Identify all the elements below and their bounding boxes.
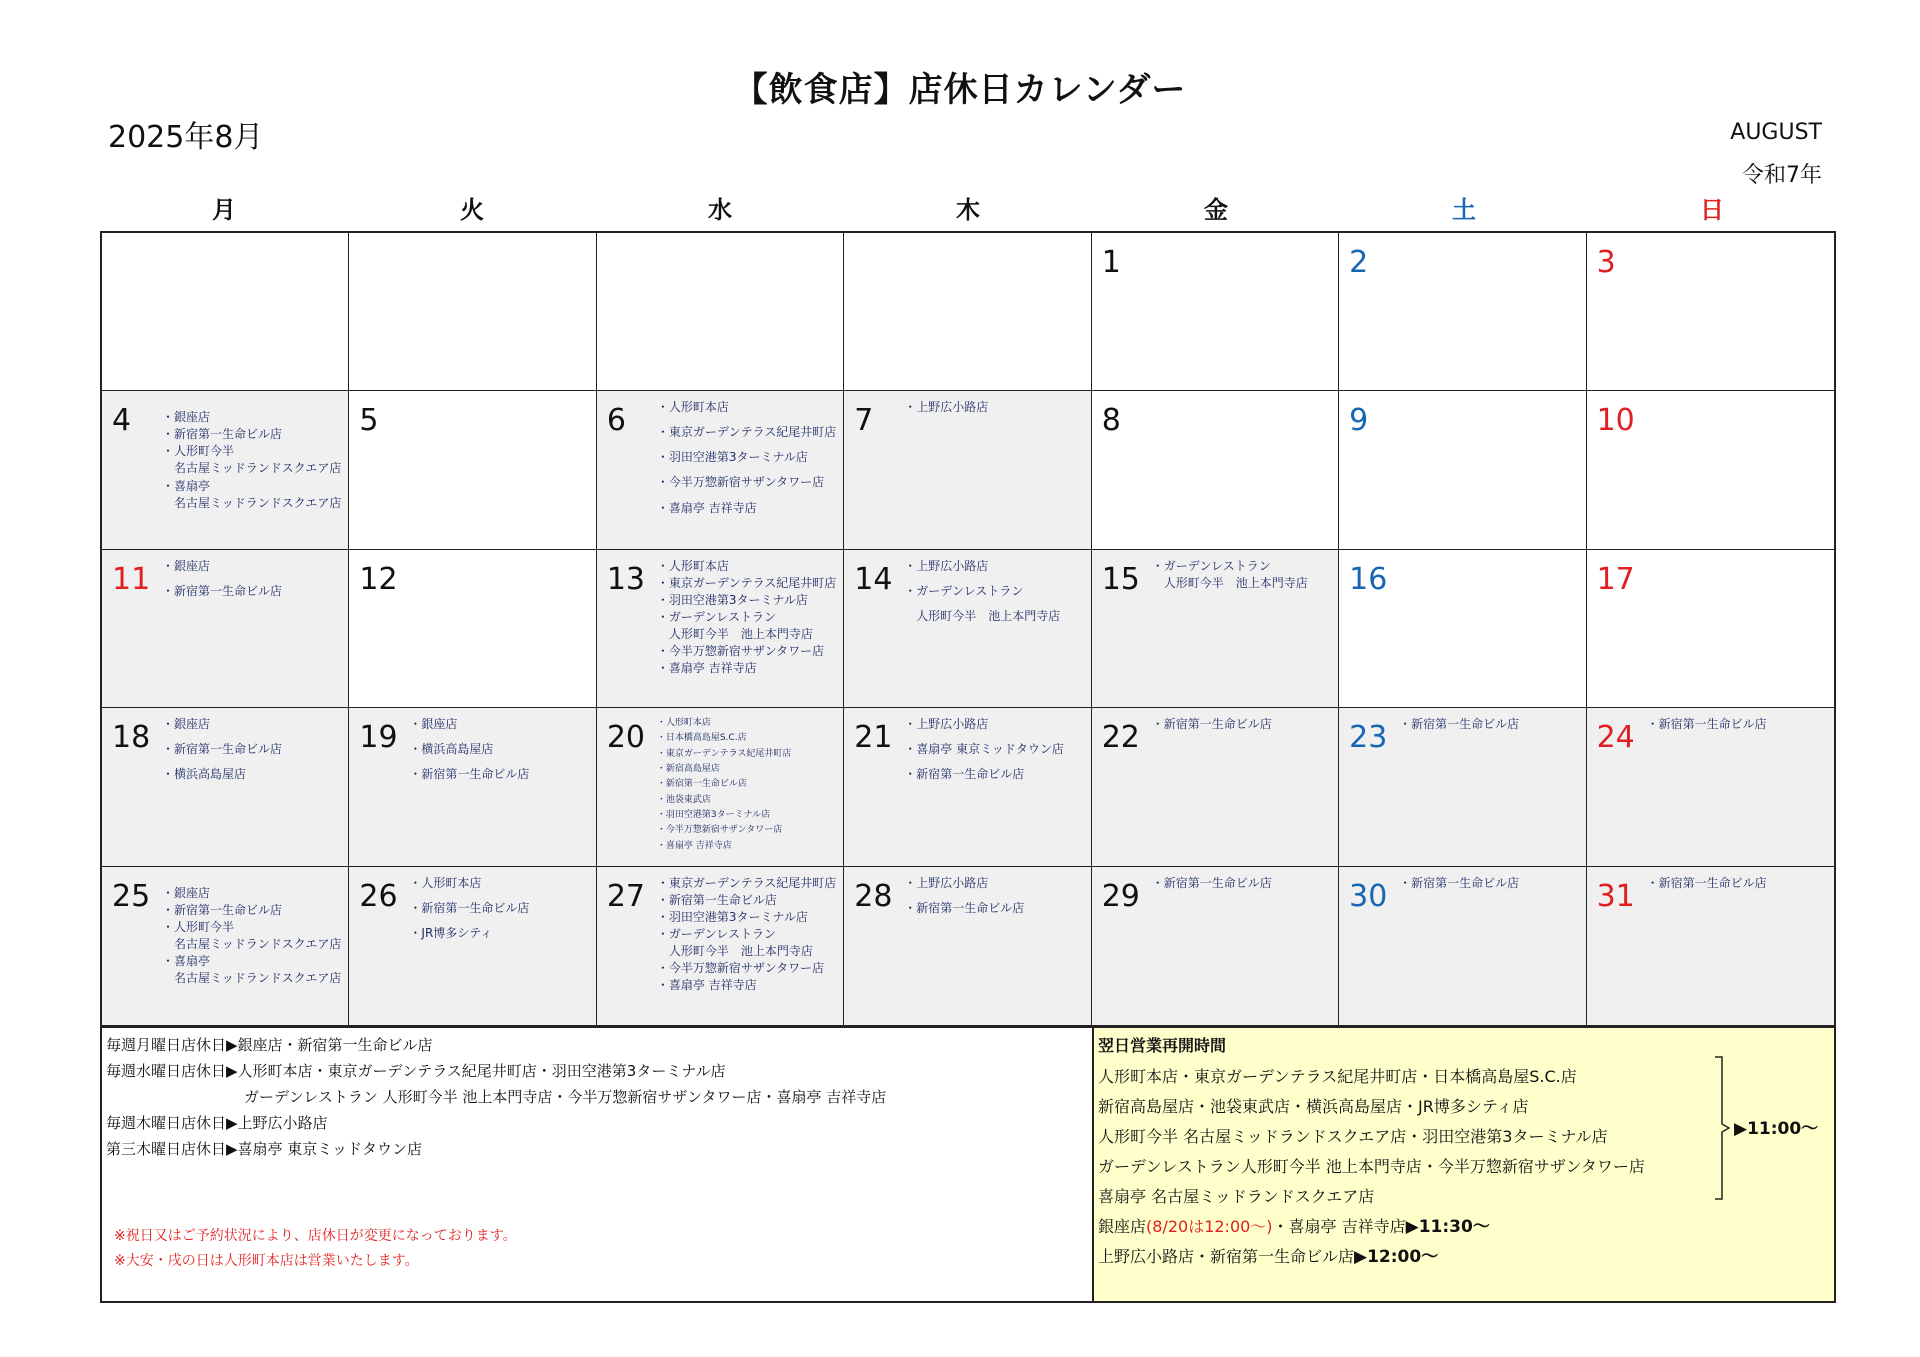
closure-line: 第三木曜日店休日▶喜扇亭 東京ミッドタウン店 — [106, 1140, 423, 1158]
reopen-store-line: 人形町本店・東京ガーデンテラス紀尾井町店・日本橋高島屋S.C.店 — [1098, 1067, 1577, 1086]
closed-store-entry: ・ガーデンレストラン — [656, 926, 776, 941]
day-cell — [102, 708, 349, 866]
closed-store-entry: ・上野広小路店 — [904, 717, 989, 732]
closed-store-list — [162, 885, 344, 987]
closed-store-entry: ・人形町本店 — [656, 400, 729, 415]
closed-store-list — [1647, 875, 1830, 892]
closed-store-entry: 名古屋ミッドランドスクエア店 — [162, 936, 342, 951]
closed-store-entry: ・ガーデンレストラン — [1151, 558, 1271, 573]
weekday-label: 木 — [956, 196, 980, 224]
closed-store-entry: ・今半万惣新宿サザンタワー店 — [656, 475, 825, 490]
group-reopen-time: ▶11:00～ — [1734, 1119, 1819, 1139]
closed-store-list — [1647, 716, 1830, 733]
closed-store-entry: ・新宿第一生命ビル店 — [904, 767, 1025, 782]
day-number: 25 — [112, 878, 151, 914]
day-number: 26 — [359, 878, 398, 914]
closure-line: ガーデンレストラン 人形町今半 池上本門寺店・今半万惣新宿サザンタワー店・喜扇亭 吉祥寺店 — [244, 1088, 887, 1106]
closed-store-list — [904, 558, 1086, 633]
day-cell — [1587, 391, 1834, 549]
day-cell — [349, 708, 596, 866]
day-cell — [102, 391, 349, 549]
closed-store-entry: ・新宿高島屋店 — [656, 764, 720, 775]
weekday-label: 水 — [708, 196, 732, 224]
closed-store-entry: ・横浜高島屋店 — [409, 742, 494, 757]
notes — [114, 1224, 517, 1274]
weekday-label: 金 — [1204, 196, 1228, 224]
closed-store-entry: ・上野広小路店 — [904, 558, 989, 573]
closed-store-list — [1399, 716, 1581, 733]
day-number: 13 — [606, 561, 646, 597]
day-number: 29 — [1101, 878, 1140, 914]
day-number: 27 — [606, 878, 646, 914]
closed-store-entry: ・JR博多シティ — [409, 925, 493, 940]
closed-store-entry: ・ガーデンレストラン — [656, 609, 776, 624]
closure-line: 毎週水曜日店休日▶人形町本店・東京ガーデンテラス紀尾井町店・羽田空港第3ターミナル店 — [106, 1062, 726, 1080]
closed-store-list — [409, 716, 591, 791]
closed-store-entry: ・新宿第一生命ビル店 — [409, 767, 530, 782]
closed-store-entry: ・人形町今半 — [162, 444, 235, 459]
day-number: 19 — [359, 720, 398, 756]
day-number: 15 — [1101, 561, 1140, 597]
reopen-store-line: 新宿高島屋店・池袋東武店・横浜高島屋店・JR博多シティ店 — [1098, 1097, 1529, 1116]
closed-store-entry: ・羽田空港第3ターミナル店 — [656, 909, 808, 924]
closed-store-entry: ・新宿第一生命ビル店 — [1646, 717, 1767, 732]
day-cell — [1092, 867, 1339, 1025]
closed-store-entry: ・人形町本店 — [656, 718, 711, 729]
closed-store-entry: ・喜扇亭 吉祥寺店 — [656, 660, 757, 675]
day-cell — [844, 867, 1091, 1025]
closed-store-list — [162, 409, 344, 511]
closed-store-entry: 名古屋ミッドランドスクエア店 — [162, 970, 342, 985]
closed-store-entry: ・東京ガーデンテラス紀尾井町店 — [656, 425, 837, 440]
calendar-grid — [100, 231, 1836, 1027]
day-number: 11 — [112, 561, 151, 597]
closed-store-entry: ・新宿第一生命ビル店 — [1646, 875, 1767, 890]
empty-day-cell — [349, 233, 596, 391]
day-number: 17 — [1596, 561, 1635, 597]
day-number: 1 — [1101, 245, 1121, 280]
day-number: 14 — [854, 561, 893, 597]
closed-store-entry: ・新宿第一生命ビル店 — [1399, 717, 1520, 732]
closed-store-entry: ・新宿第一生命ビル店 — [656, 779, 747, 790]
closed-store-list — [162, 716, 344, 791]
closed-store-entry: 名古屋ミッドランドスクエア店 — [162, 495, 342, 510]
day-number: 20 — [606, 720, 646, 756]
closed-store-entry: ・新宿第一生命ビル店 — [1399, 875, 1520, 890]
closed-store-entry: ・喜扇亭 — [162, 478, 211, 493]
closure-line: 毎週月曜日店休日▶銀座店・新宿第一生命ビル店 — [106, 1036, 433, 1054]
day-cell — [844, 550, 1091, 708]
closed-store-entry: ・上野広小路店 — [904, 400, 989, 415]
closed-store-entry: ・喜扇亭 東京ミッドタウン店 — [904, 742, 1064, 757]
closed-store-entry: ・新宿第一生命ビル店 — [162, 742, 283, 757]
reopen-line-ginza — [1098, 1212, 1834, 1242]
day-cell — [597, 550, 844, 708]
english-month-label: AUGUST — [1730, 120, 1822, 145]
day-number: 3 — [1596, 245, 1616, 280]
reopen-time-1130: ▶11:30～ — [1405, 1217, 1490, 1237]
closed-store-entry: ・新宿第一生命ビル店 — [656, 892, 777, 907]
day-cell — [102, 867, 349, 1025]
closed-store-entry: ・新宿第一生命ビル店 — [162, 902, 283, 917]
closed-store-list — [657, 399, 839, 524]
info-panel — [100, 1026, 1836, 1303]
closed-store-entry: ・喜扇亭 吉祥寺店 — [656, 500, 757, 515]
day-number: 10 — [1596, 403, 1635, 439]
closure-schedule — [102, 1028, 1094, 1301]
closed-store-entry: ・羽田空港第3ターミナル店 — [656, 450, 808, 465]
closed-store-entry: ・今半万惣新宿サザンタワー店 — [656, 960, 825, 975]
closed-store-entry: ・新宿第一生命ビル店 — [162, 583, 283, 598]
reopen-store-kisentei: ・喜扇亭 吉祥寺店 — [1272, 1217, 1406, 1236]
day-number: 8 — [1101, 403, 1121, 439]
reopen-store-ginza: 銀座店 — [1098, 1217, 1147, 1236]
closed-store-entry: ・銀座店 — [162, 558, 211, 573]
reopen-store-line: 喜扇亭 名古屋ミッドランドスクエア店 — [1098, 1187, 1375, 1206]
weekday-header — [100, 190, 1836, 230]
closed-store-entry: ・新宿第一生命ビル店 — [162, 427, 283, 442]
day-cell — [597, 867, 844, 1025]
closed-store-entry: ・新宿第一生命ビル店 — [1151, 717, 1272, 732]
reopen-time-1200: ▶12:00～ — [1354, 1247, 1439, 1267]
day-number: 7 — [854, 403, 874, 439]
day-number: 22 — [1101, 720, 1140, 756]
day-cell — [1092, 233, 1339, 391]
closed-store-list — [1152, 558, 1334, 592]
reopen-store-line: 人形町今半 名古屋ミッドランドスクエア店・羽田空港第3ターミナル店 — [1098, 1127, 1608, 1146]
reopen-title: 翌日営業再開時間 — [1098, 1036, 1227, 1055]
day-number: 12 — [359, 561, 398, 597]
closed-store-entry: ・羽田空港第3ターミナル店 — [656, 592, 808, 607]
day-number: 23 — [1349, 720, 1388, 756]
closed-store-list — [1152, 875, 1334, 892]
brace-icon — [1714, 1056, 1730, 1200]
empty-day-cell — [102, 233, 349, 391]
closed-store-list — [657, 716, 839, 854]
closed-store-entry: ・東京ガーデンテラス紀尾井町店 — [656, 875, 837, 890]
note-line: ※祝日又はご予約状況により、店休日が変更になっております。 — [114, 1228, 517, 1244]
closed-store-entry: ・新宿第一生命ビル店 — [409, 900, 530, 915]
closed-store-entry: ・上野広小路店 — [904, 875, 989, 890]
note-line: ※大安・戌の日は人形町本店は営業いたします。 — [114, 1253, 419, 1269]
closed-store-entry: 人形町今半 池上本門寺店 — [656, 626, 813, 641]
day-cell — [1092, 391, 1339, 549]
day-number: 18 — [112, 720, 151, 756]
day-number: 9 — [1349, 403, 1369, 439]
day-cell — [1339, 867, 1586, 1025]
closed-store-entry: ・喜扇亭 吉祥寺店 — [656, 840, 732, 851]
empty-day-cell — [844, 233, 1091, 391]
closed-store-entry: ・日本橋高島屋S.C.店 — [656, 733, 747, 744]
day-cell — [1339, 708, 1586, 866]
empty-day-cell — [597, 233, 844, 391]
closed-store-list — [162, 558, 344, 608]
day-cell — [349, 867, 596, 1025]
day-cell — [1587, 550, 1834, 708]
closed-store-entry: ・喜扇亭 吉祥寺店 — [656, 977, 757, 992]
closed-store-entry: ・今半万惣新宿サザンタワー店 — [656, 643, 825, 658]
day-cell — [349, 550, 596, 708]
closed-store-list — [657, 558, 839, 677]
day-cell — [597, 391, 844, 549]
day-cell — [102, 550, 349, 708]
day-number: 24 — [1596, 720, 1635, 756]
reopen-line-ueno — [1098, 1242, 1834, 1272]
closed-store-entry: 名古屋ミッドランドスクエア店 — [162, 461, 342, 476]
day-cell — [1092, 550, 1339, 708]
closed-store-list — [904, 399, 1086, 416]
day-cell — [1339, 391, 1586, 549]
closed-store-entry: ・池袋東武店 — [656, 794, 711, 805]
day-cell — [1092, 708, 1339, 866]
day-cell — [349, 391, 596, 549]
day-number: 30 — [1349, 878, 1388, 914]
closed-store-entry: ・新宿第一生命ビル店 — [1151, 875, 1272, 890]
closed-store-entry: ・銀座店 — [409, 717, 458, 732]
era-year-label: 令和7年 — [1742, 163, 1822, 188]
weekday-label: 月 — [212, 196, 236, 224]
reopen-hours-panel — [1094, 1028, 1834, 1301]
day-cell — [1587, 867, 1834, 1025]
day-cell — [597, 708, 844, 866]
day-cell — [1339, 233, 1586, 391]
day-number: 5 — [359, 403, 379, 439]
weekday-label: 火 — [460, 196, 484, 224]
day-number: 21 — [854, 720, 893, 756]
closed-store-entry: ・横浜高島屋店 — [162, 767, 247, 782]
day-cell — [1339, 550, 1586, 708]
closed-store-entry: ・人形町今半 — [162, 919, 235, 934]
closure-line: 毎週木曜日店休日▶上野広小路店 — [106, 1114, 328, 1132]
day-number: 2 — [1349, 245, 1369, 280]
closed-store-entry: ・今半万惣新宿サザンタワー店 — [656, 825, 783, 836]
day-number: 28 — [854, 878, 893, 914]
closed-store-list — [904, 716, 1086, 791]
closed-store-list — [1399, 875, 1581, 892]
closed-store-list — [657, 875, 839, 994]
closed-store-entry: ・羽田空港第3ターミナル店 — [656, 809, 771, 820]
closed-store-entry: ・東京ガーデンテラス紀尾井町店 — [656, 748, 792, 759]
closed-store-list — [904, 875, 1086, 925]
closed-store-entry: ・銀座店 — [162, 410, 211, 425]
month-label: 2025年8月 — [108, 120, 264, 155]
closed-store-entry: 人形町今半 池上本門寺店 — [1151, 575, 1308, 590]
closure-list — [106, 1032, 1092, 1162]
closed-store-entry: ・新宿第一生命ビル店 — [904, 900, 1025, 915]
day-cell — [1587, 233, 1834, 391]
reopen-exception-note: (8/20は12:00～) — [1146, 1217, 1273, 1236]
closed-store-entry: ・銀座店 — [162, 885, 211, 900]
reopen-store-ueno: 上野広小路店・新宿第一生命ビル店 — [1098, 1247, 1355, 1266]
day-number: 4 — [112, 403, 132, 439]
closed-store-entry: ・東京ガーデンテラス紀尾井町店 — [656, 575, 837, 590]
closed-store-list — [409, 875, 591, 950]
day-number: 31 — [1596, 878, 1635, 914]
closed-store-entry: ・人形町本店 — [409, 875, 482, 890]
weekday-label: 日 — [1700, 196, 1724, 224]
page-title: 【飲食店】店休日カレンダー — [733, 70, 1187, 110]
day-cell — [844, 708, 1091, 866]
day-cell — [1587, 708, 1834, 866]
closed-store-entry: 人形町今半 池上本門寺店 — [904, 608, 1061, 623]
day-number: 16 — [1349, 561, 1388, 597]
closed-store-entry: ・喜扇亭 — [162, 953, 211, 968]
closed-store-entry: ・銀座店 — [162, 717, 211, 732]
closed-store-entry: ・ガーデンレストラン — [904, 583, 1024, 598]
day-number: 6 — [606, 403, 626, 439]
weekday-label: 土 — [1452, 196, 1476, 224]
closed-store-entry: ・人形町本店 — [656, 558, 729, 573]
day-cell — [844, 391, 1091, 549]
reopen-store-line: ガーデンレストラン人形町今半 池上本門寺店・今半万惣新宿サザンタワー店 — [1098, 1157, 1645, 1176]
closed-store-entry: 人形町今半 池上本門寺店 — [656, 943, 813, 958]
closed-store-list — [1152, 716, 1334, 733]
